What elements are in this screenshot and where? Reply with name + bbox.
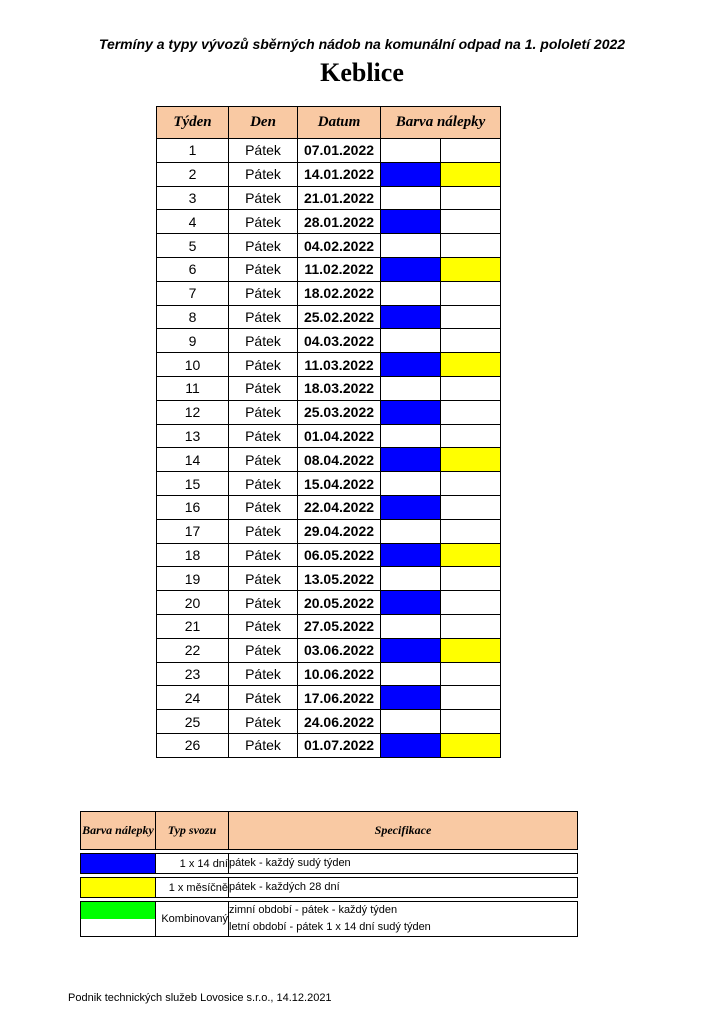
header-sticker-color: Barva nálepky: [381, 107, 501, 139]
sticker-color-cell-2: [441, 448, 501, 472]
sticker-color-cell-2: [441, 710, 501, 734]
week-cell: 5: [157, 234, 229, 258]
date-cell: 07.01.2022: [298, 139, 381, 163]
legend-spec-cell: [229, 878, 578, 898]
schedule-row: [157, 162, 501, 186]
schedule-row: [157, 353, 501, 377]
legend-table: [80, 811, 578, 937]
day-cell: Pátek: [229, 495, 298, 519]
schedule-row: [157, 472, 501, 496]
legend-color-swatch: [81, 854, 156, 874]
date-cell: 01.07.2022: [298, 733, 381, 757]
legend-row: [81, 854, 578, 874]
date-cell: 14.01.2022: [298, 162, 381, 186]
schedule-row: [157, 710, 501, 734]
week-cell: 21: [157, 614, 229, 638]
date-cell: 25.02.2022: [298, 305, 381, 329]
legend-type-cell: 1 x měsíčně: [156, 878, 229, 898]
legend-row: [81, 878, 578, 898]
week-cell: 22: [157, 638, 229, 662]
day-cell: Pátek: [229, 424, 298, 448]
sticker-color-cell-1: [381, 733, 441, 757]
date-cell: 24.06.2022: [298, 710, 381, 734]
week-cell: 7: [157, 281, 229, 305]
sticker-color-cell-2: [441, 614, 501, 638]
schedule-row: [157, 543, 501, 567]
sticker-color-cell-2: [441, 495, 501, 519]
legend-body: [81, 850, 578, 937]
sticker-color-cell-2: [441, 400, 501, 424]
schedule-row: [157, 424, 501, 448]
week-cell: 14: [157, 448, 229, 472]
day-cell: Pátek: [229, 186, 298, 210]
header-day: Den: [229, 107, 298, 139]
day-cell: Pátek: [229, 257, 298, 281]
sticker-color-cell-1: [381, 234, 441, 258]
day-cell: Pátek: [229, 710, 298, 734]
day-cell: Pátek: [229, 638, 298, 662]
legend-spec-cell: [229, 854, 578, 874]
week-cell: 2: [157, 162, 229, 186]
day-cell: Pátek: [229, 733, 298, 757]
sticker-color-cell-1: [381, 638, 441, 662]
week-cell: 10: [157, 353, 229, 377]
week-cell: 6: [157, 257, 229, 281]
legend-spec-cell: [229, 902, 578, 937]
sticker-color-cell-2: [441, 591, 501, 615]
day-cell: Pátek: [229, 329, 298, 353]
sticker-color-cell-2: [441, 519, 501, 543]
sticker-color-cell-2: [441, 733, 501, 757]
sticker-color-cell-2: [441, 281, 501, 305]
day-cell: Pátek: [229, 472, 298, 496]
day-cell: Pátek: [229, 234, 298, 258]
day-cell: Pátek: [229, 162, 298, 186]
date-cell: 29.04.2022: [298, 519, 381, 543]
day-cell: Pátek: [229, 614, 298, 638]
sticker-color-cell-2: [441, 139, 501, 163]
schedule-row: [157, 281, 501, 305]
schedule-row: [157, 591, 501, 615]
schedule-row: [157, 257, 501, 281]
sticker-color-cell-1: [381, 495, 441, 519]
week-cell: 11: [157, 376, 229, 400]
schedule-row: [157, 733, 501, 757]
week-cell: 24: [157, 686, 229, 710]
day-cell: Pátek: [229, 519, 298, 543]
sticker-color-cell-1: [381, 686, 441, 710]
date-cell: 20.05.2022: [298, 591, 381, 615]
date-cell: 10.06.2022: [298, 662, 381, 686]
date-cell: 03.06.2022: [298, 638, 381, 662]
week-cell: 18: [157, 543, 229, 567]
schedule-row: [157, 186, 501, 210]
legend-spec-line: zimní období - pátek - každý týden: [229, 904, 398, 916]
sticker-color-cell-1: [381, 257, 441, 281]
sticker-color-cell-2: [441, 424, 501, 448]
sticker-color-cell-1: [381, 329, 441, 353]
schedule-row: [157, 662, 501, 686]
sticker-color-cell-2: [441, 329, 501, 353]
sticker-color-cell-1: [381, 376, 441, 400]
legend-header-type: Typ svozu: [156, 812, 229, 850]
week-cell: 15: [157, 472, 229, 496]
sticker-color-cell-1: [381, 519, 441, 543]
sticker-color-cell-1: [381, 472, 441, 496]
sticker-color-cell-2: [441, 234, 501, 258]
date-cell: 15.04.2022: [298, 472, 381, 496]
sticker-color-cell-2: [441, 353, 501, 377]
schedule-body: [157, 139, 501, 758]
week-cell: 9: [157, 329, 229, 353]
week-cell: 4: [157, 210, 229, 234]
week-cell: 26: [157, 733, 229, 757]
sticker-color-cell-2: [441, 305, 501, 329]
sticker-color-cell-1: [381, 710, 441, 734]
week-cell: 23: [157, 662, 229, 686]
sticker-color-cell-1: [381, 162, 441, 186]
day-cell: Pátek: [229, 353, 298, 377]
sticker-color-cell-1: [381, 567, 441, 591]
sticker-color-cell-2: [441, 543, 501, 567]
sticker-color-cell-2: [441, 376, 501, 400]
schedule-row: [157, 567, 501, 591]
date-cell: 28.01.2022: [298, 210, 381, 234]
date-cell: 21.01.2022: [298, 186, 381, 210]
legend-header-spec: Specifikace: [229, 812, 578, 850]
date-cell: 27.05.2022: [298, 614, 381, 638]
schedule-row: [157, 519, 501, 543]
day-cell: Pátek: [229, 281, 298, 305]
sticker-color-cell-1: [381, 353, 441, 377]
sticker-color-cell-1: [381, 281, 441, 305]
sticker-color-cell-1: [381, 305, 441, 329]
schedule-row: [157, 686, 501, 710]
day-cell: Pátek: [229, 591, 298, 615]
schedule-row: [157, 495, 501, 519]
footer-note: Podnik technických služeb Lovosice s.r.o., 14.12.2021: [68, 992, 332, 1004]
day-cell: Pátek: [229, 567, 298, 591]
page-title: Keblice: [320, 58, 404, 87]
schedule-row: [157, 638, 501, 662]
date-cell: 18.02.2022: [298, 281, 381, 305]
day-cell: Pátek: [229, 543, 298, 567]
sticker-color-cell-2: [441, 638, 501, 662]
date-cell: 22.04.2022: [298, 495, 381, 519]
legend-row: [81, 902, 578, 937]
schedule-row: [157, 305, 501, 329]
sticker-color-cell-2: [441, 162, 501, 186]
sticker-color-cell-1: [381, 448, 441, 472]
day-cell: Pátek: [229, 662, 298, 686]
sticker-color-cell-1: [381, 662, 441, 686]
sticker-color-cell-2: [441, 257, 501, 281]
week-cell: 19: [157, 567, 229, 591]
sticker-color-cell-2: [441, 186, 501, 210]
schedule-row: [157, 400, 501, 424]
legend-spec-line: pátek - každý sudý týden: [229, 857, 351, 869]
date-cell: 25.03.2022: [298, 400, 381, 424]
schedule-row: [157, 234, 501, 258]
sticker-color-cell-2: [441, 210, 501, 234]
sticker-color-cell-2: [441, 686, 501, 710]
sticker-color-cell-1: [381, 543, 441, 567]
week-cell: 17: [157, 519, 229, 543]
day-cell: Pátek: [229, 210, 298, 234]
date-cell: 11.03.2022: [298, 353, 381, 377]
schedule-row: [157, 614, 501, 638]
legend-color-swatch: [81, 878, 156, 898]
date-cell: 11.02.2022: [298, 257, 381, 281]
week-cell: 13: [157, 424, 229, 448]
date-cell: 01.04.2022: [298, 424, 381, 448]
week-cell: 3: [157, 186, 229, 210]
document-subtitle: Termíny a typy vývozů sběrných nádob na komunální odpad na 1. pololetí 2022: [98, 36, 626, 52]
day-cell: Pátek: [229, 448, 298, 472]
date-cell: 04.02.2022: [298, 234, 381, 258]
sticker-color-cell-1: [381, 186, 441, 210]
legend-spec-line: pátek - každých 28 dní: [229, 881, 340, 893]
date-cell: 06.05.2022: [298, 543, 381, 567]
legend-type-cell: Kombinovaný: [156, 902, 229, 937]
week-cell: 16: [157, 495, 229, 519]
sticker-color-cell-1: [381, 591, 441, 615]
week-cell: 8: [157, 305, 229, 329]
schedule-header-row: [157, 107, 501, 139]
legend-header-row: [81, 812, 578, 850]
day-cell: Pátek: [229, 139, 298, 163]
day-cell: Pátek: [229, 400, 298, 424]
header-week: Týden: [157, 107, 229, 139]
week-cell: 1: [157, 139, 229, 163]
sticker-color-cell-1: [381, 614, 441, 638]
sticker-color-cell-1: [381, 139, 441, 163]
date-cell: 17.06.2022: [298, 686, 381, 710]
sticker-color-cell-2: [441, 472, 501, 496]
date-cell: 18.03.2022: [298, 376, 381, 400]
legend-type-cell: 1 x 14 dní: [156, 854, 229, 874]
header-date: Datum: [298, 107, 381, 139]
schedule-row: [157, 448, 501, 472]
sticker-color-cell-1: [381, 400, 441, 424]
schedule-row: [157, 139, 501, 163]
week-cell: 12: [157, 400, 229, 424]
sticker-color-cell-2: [441, 567, 501, 591]
sticker-color-cell-1: [381, 210, 441, 234]
date-cell: 08.04.2022: [298, 448, 381, 472]
date-cell: 13.05.2022: [298, 567, 381, 591]
legend-header-color: Barva nálepky: [81, 812, 156, 850]
legend-color-swatch: [81, 902, 156, 937]
sticker-color-cell-2: [441, 662, 501, 686]
week-cell: 20: [157, 591, 229, 615]
schedule-row: [157, 210, 501, 234]
schedule-row: [157, 376, 501, 400]
day-cell: Pátek: [229, 305, 298, 329]
week-cell: 25: [157, 710, 229, 734]
day-cell: Pátek: [229, 376, 298, 400]
sticker-color-cell-1: [381, 424, 441, 448]
schedule-table: [156, 106, 501, 758]
date-cell: 04.03.2022: [298, 329, 381, 353]
schedule-row: [157, 329, 501, 353]
day-cell: Pátek: [229, 686, 298, 710]
legend-spec-line: letní období - pátek 1 x 14 dní sudý týden: [229, 921, 431, 933]
